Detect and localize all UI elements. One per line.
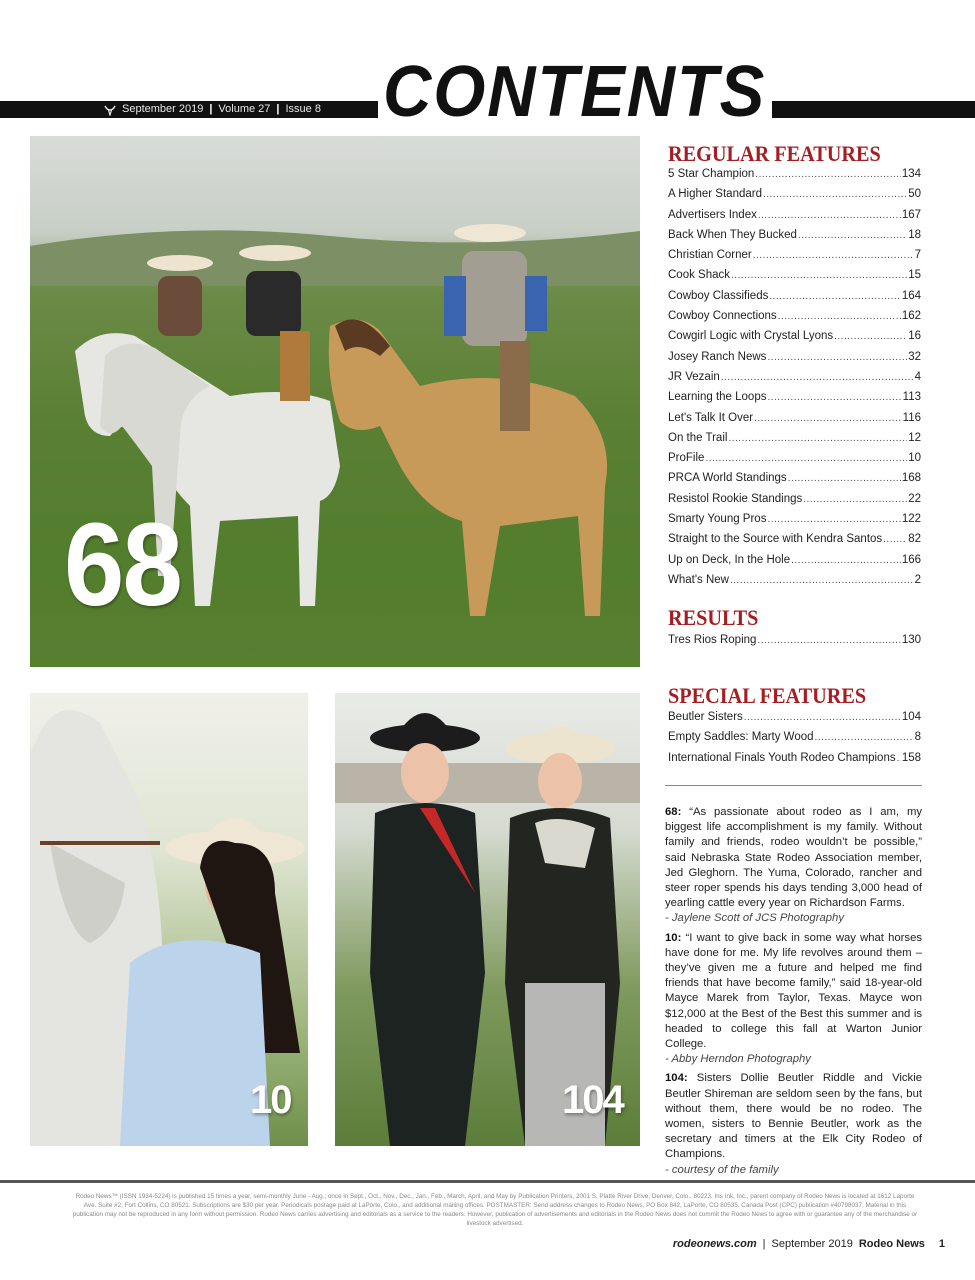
toc-title: International Finals Youth Rodeo Champions [668, 751, 896, 764]
leader-dots [798, 229, 907, 241]
toc-page: 166 [901, 553, 921, 566]
toc-item[interactable] [668, 351, 921, 371]
toc-page: 130 [901, 634, 921, 646]
separator: | [209, 103, 213, 115]
toc-title: Resistol Rookie Standings [668, 492, 803, 505]
toc-title: What's New [668, 573, 729, 586]
leader-dots [721, 371, 914, 383]
toc-page: 82 [908, 533, 921, 546]
leader-dots [767, 513, 900, 525]
toc-item[interactable] [668, 371, 921, 391]
toc-item[interactable] [668, 711, 921, 731]
toc-title: Beutler Sisters [668, 711, 743, 723]
caption-text: “As passionate about rodeo as I am, my biggest life accomplishment is my family. Without family and friends, rodeo wouldn’t be possible,” said Nebraska State Rodeo Association member, Jed Gleghorn. The Yuma, Colorado, rancher and steer roper spends his days tending 3,000 head of yearling cattle every year on Richardson Farms. [665, 806, 922, 910]
toc-page: 104 [901, 711, 921, 723]
toc-title: Christian Corner [668, 249, 752, 262]
toc-item[interactable] [668, 554, 921, 574]
toc-page: 158 [901, 751, 921, 764]
toc-page: 167 [901, 208, 921, 221]
toc-page: 4 [914, 370, 921, 383]
toc-item[interactable] [668, 188, 921, 208]
toc-title: Up on Deck, In the Hole [668, 553, 791, 566]
leader-dots [757, 634, 900, 646]
toc-page: 134 [901, 168, 921, 180]
photo-credit: - courtesy of the family [665, 1163, 779, 1176]
toc-title: PRCA World Standings [668, 472, 787, 485]
toc-title: On the Trail [668, 431, 728, 444]
regular-features-list [668, 168, 921, 594]
folio-brand: Rodeo News [858, 1238, 925, 1250]
toc-title: Back When They Bucked [668, 228, 797, 241]
photo-captions [665, 805, 922, 1182]
toc-title: Cowboy Connections [668, 310, 777, 323]
leader-dots [791, 554, 901, 566]
toc-page: 16 [908, 330, 921, 343]
toc-title: Straight to the Source with Kendra Santos [668, 533, 883, 546]
toc-item[interactable] [668, 229, 921, 249]
caption-number: 68: [665, 806, 682, 818]
photo-number-10: 10 [250, 1078, 291, 1122]
issue-info [104, 101, 321, 118]
toc-page: 168 [901, 472, 921, 485]
issue-volume: Volume 27 [218, 103, 271, 115]
toc-title: Smarty Young Pros [668, 513, 767, 526]
toc-page: 18 [908, 228, 921, 241]
publication-fine-print: Rodeo News™ (ISSN 1934-5224) is published 15 times a year, semi-monthly June - Aug.; once in Sept., Oct., Nov., Dec., Jan., Feb., March, April, and May by Publication Printers, 2001 S. Platte River Drive, Denver, Colo., 80223. Ins Ink, Inc., parent company of Rodeo News is located at 1612 Laporte Ave. Suite #2, Fort Collins, CO 80521. Subscriptions are $30 per year. Periodicals postage paid at LaPorte, Colo., and additional mailing offices. POSTMASTER: Send address changes to Rodeo News, PO Box 842, LaPorte, CO 80535. Canada Post (CPC) publication #40798037. Material in this publication may not be reproduced in any form without permission. Rodeo News carries advertising and editorials as a service to the readers. However, publication of advertisements and editorials in the Rodeo News does not commit the Rodeo News to agree with or guarantee any of the merchandise or livestock advertised. [72, 1193, 918, 1227]
leader-dots [728, 432, 907, 444]
toc-title: Let's Talk It Over [668, 411, 754, 424]
leader-dots [755, 168, 901, 180]
toc-item[interactable] [668, 249, 921, 269]
toc-item[interactable] [668, 391, 921, 411]
toc-page: 2 [914, 573, 921, 586]
leader-dots [754, 412, 902, 424]
leader-dots [744, 711, 901, 723]
toc-item[interactable] [668, 209, 921, 229]
toc-item[interactable] [668, 452, 921, 472]
photo-number-68: 68 [64, 499, 182, 631]
photo-credit: - Abby Herndon Photography [665, 1053, 811, 1066]
steer-horn-icon [104, 104, 116, 116]
toc-title: Learning the Loops [668, 391, 767, 404]
toc-item[interactable] [668, 269, 921, 289]
toc-page: 50 [908, 188, 921, 201]
toc-page: 12 [908, 431, 921, 444]
toc-item[interactable] [668, 472, 921, 492]
website-link[interactable]: rodeonews.com [672, 1238, 757, 1250]
toc-title: Cowboy Classifieds [668, 289, 769, 302]
toc-title: Cowgirl Logic with Crystal Lyons [668, 330, 834, 343]
leader-dots [705, 452, 907, 464]
caption-10 [665, 931, 922, 1068]
toc-page: 8 [914, 731, 921, 744]
toc-title: Cook Shack [668, 269, 731, 282]
folio-date: September 2019 [771, 1238, 853, 1250]
toc-title: Advertisers Index [668, 208, 757, 221]
caption-text: “I want to give back in some way what horses have done for me. My life revolves around them – they’ve given me a future and helped me find friends that have become family,” said 18-year-old Mayce Marek from Taylor, Texas. Mayce won $12,000 at the Best of the Best this summer and is headed to college this fall at Warton Junior College. [665, 931, 923, 1051]
toc-item[interactable] [668, 168, 921, 188]
toc-item[interactable] [668, 752, 921, 772]
toc-title: Josey Ranch News [668, 350, 767, 363]
leader-dots [767, 351, 907, 363]
toc-item[interactable] [668, 731, 921, 751]
leader-dots [815, 731, 914, 743]
toc-item[interactable] [668, 634, 921, 654]
leader-dots [834, 330, 907, 342]
special-features-list [668, 711, 921, 772]
page-folio [673, 1238, 945, 1250]
toc-title: A Higher Standard [668, 188, 762, 201]
leader-dots [778, 310, 901, 322]
separator: | [762, 1238, 766, 1250]
toc-title: JR Vezain [668, 370, 720, 383]
page-number: 1 [938, 1238, 945, 1250]
leader-dots [763, 188, 907, 200]
photo-credit: - Jaylene Scott of JCS Photography [665, 912, 844, 925]
toc-page: 162 [901, 310, 921, 323]
toc-page: 22 [908, 492, 921, 505]
toc-page: 10 [908, 452, 921, 465]
toc-page: 15 [908, 269, 921, 282]
leader-dots [730, 574, 914, 586]
regular-features-heading: REGULAR FEATURES [668, 141, 881, 166]
issue-date: September 2019 [122, 103, 204, 115]
leader-dots [767, 391, 901, 403]
toc-item[interactable] [668, 330, 921, 350]
leader-dots [758, 209, 901, 221]
toc-item[interactable] [668, 574, 921, 594]
toc-title: Empty Saddles: Marty Wood [668, 731, 814, 744]
caption-number: 10: [665, 931, 682, 944]
toc-item[interactable] [668, 290, 921, 310]
toc-item[interactable] [668, 412, 921, 432]
page-title: CONTENTS [383, 52, 767, 132]
caption-68 [665, 805, 922, 927]
leader-dots [769, 290, 900, 302]
caption-number: 104: [665, 1072, 688, 1085]
header-bar-right [772, 101, 975, 118]
toc-title: 5 Star Champion [668, 168, 755, 180]
caption-104 [665, 1071, 922, 1177]
leader-dots [883, 533, 907, 545]
toc-title: ProFile [668, 452, 705, 465]
footer-rule [0, 1180, 975, 1183]
toc-page: 113 [902, 391, 921, 404]
toc-page: 122 [901, 513, 921, 526]
results-heading: RESULTS [668, 605, 759, 630]
toc-item[interactable] [668, 432, 921, 452]
toc-page: 164 [901, 289, 921, 302]
leader-dots [897, 752, 901, 764]
leader-dots [788, 472, 901, 484]
leader-dots [803, 493, 907, 505]
special-features-heading: SPECIAL FEATURES [668, 683, 867, 708]
leader-dots [731, 269, 907, 281]
toc-item[interactable] [668, 533, 921, 553]
section-divider [665, 785, 922, 786]
issue-number: Issue 8 [285, 103, 321, 115]
toc-item[interactable] [668, 513, 921, 533]
photo-number-104: 104 [562, 1078, 623, 1122]
caption-text: Sisters Dollie Beutler Riddle and Vickie Beutler Shireman are seldom seen by the fans, but without them, there would be no rodeo. The women, sisters to Bennie Beutler, work as the secretary and timers at the Elk City Rodeo of Champions. [665, 1072, 922, 1161]
results-list [668, 634, 921, 654]
separator: | [276, 103, 280, 115]
toc-page: 7 [914, 249, 921, 262]
toc-item[interactable] [668, 493, 921, 513]
leader-dots [753, 249, 914, 261]
toc-page: 32 [908, 350, 921, 363]
toc-page: 116 [902, 411, 921, 424]
toc-item[interactable] [668, 310, 921, 330]
toc-title: Tres Rios Roping [668, 634, 757, 646]
